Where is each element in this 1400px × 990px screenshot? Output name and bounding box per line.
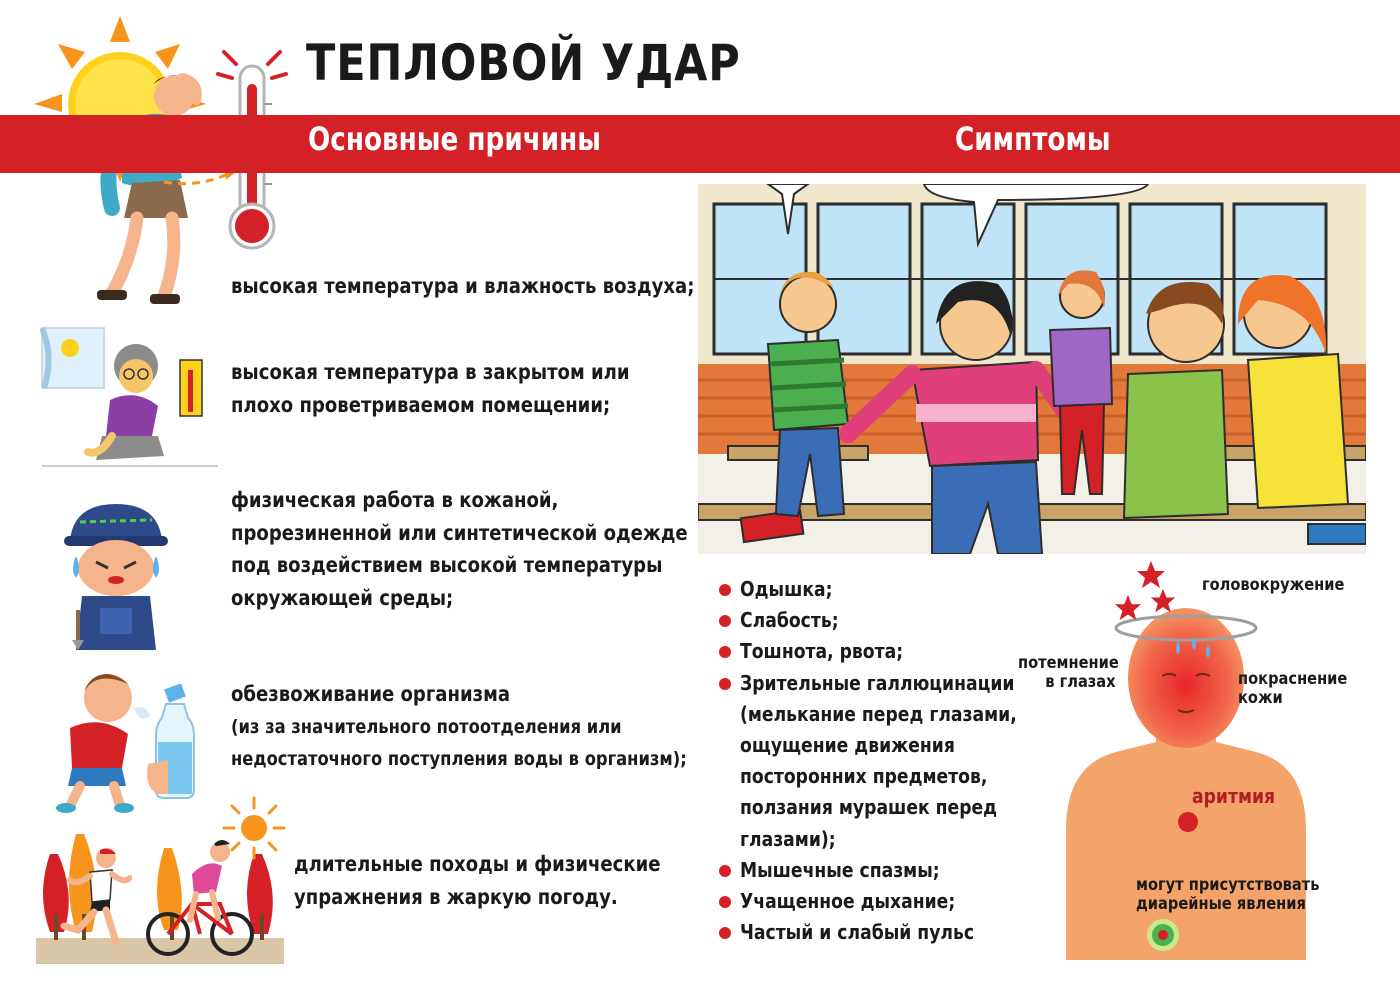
- bullet-icon: [719, 584, 731, 596]
- red-band: [0, 115, 1400, 173]
- elderly-person-icon: [40, 326, 220, 472]
- cause-item-5: длительные походы и физические упражнения в жаркую погоду.: [294, 852, 661, 909]
- symptom-item-continued: ползания мурашек перед: [740, 795, 998, 820]
- bullet-icon: [719, 896, 731, 908]
- star-icon: [1114, 594, 1142, 622]
- bullet-icon: [719, 615, 731, 627]
- label-redness: покраснение кожи: [1238, 669, 1348, 708]
- symptom-item: Мышечные спазмы;: [716, 855, 1062, 886]
- symptom-item: Зрительные галлюцинации: [716, 668, 1062, 699]
- bullet-icon: [719, 927, 731, 939]
- classroom-illustration: [698, 184, 1366, 554]
- label-darkening: потемнение в глазах: [1018, 653, 1119, 692]
- stomach-dot-icon: [1146, 918, 1180, 952]
- cause-item-4: обезвоживание организма (из за значительного потоотделения или недостаточного поступления воды в организм);: [231, 682, 687, 770]
- page-title: ТЕПЛОВОЙ УДАР: [306, 34, 741, 92]
- symptom-item: Частый и слабый пульс: [716, 917, 1062, 948]
- symptoms-heading: Симптомы: [955, 120, 1111, 158]
- bullet-icon: [719, 646, 731, 658]
- symptom-item-continued: посторонних предметов,: [740, 764, 988, 789]
- heart-dot-icon: [1176, 810, 1200, 834]
- bullet-icon: [719, 865, 731, 877]
- star-icon: [1150, 588, 1176, 614]
- worker-helmet-icon: [60, 500, 172, 650]
- label-arrhythmia: аритмия: [1192, 784, 1276, 808]
- running-person-icon: [60, 846, 132, 946]
- symptom-item: Тошнота, рвота;: [716, 636, 1062, 667]
- symptom-item: Слабость;: [716, 605, 1062, 636]
- small-sun-icon: [222, 796, 286, 860]
- symptom-item: Одышка;: [716, 574, 1062, 605]
- water-bottle-icon: [146, 684, 204, 802]
- symptom-item-continued: (мелькание перед глазами,: [740, 701, 1017, 726]
- symptom-list: [716, 574, 1062, 948]
- cause-item-2: высокая температура в закрытом или плохо проветриваемом помещении;: [231, 360, 630, 417]
- symptom-item-continued: ощущение движения: [740, 733, 955, 758]
- cause-item-3: физическая работа в кожаной, прорезиненной или синтетической одежде под воздействием высокой температуры окружающей среды;: [231, 488, 688, 610]
- bullet-icon: [719, 678, 731, 690]
- causes-heading: Основные причины: [308, 120, 601, 158]
- star-icon: [1136, 560, 1166, 590]
- label-diarrhea: могут присутствовать диарейные явления: [1136, 875, 1320, 914]
- symptom-item-continued: глазами);: [740, 826, 836, 851]
- symptom-item: Учащенное дыхание;: [716, 886, 1062, 917]
- label-dizziness: головокружение: [1202, 575, 1345, 595]
- cause-item-1: высокая температура и влажность воздуха;: [231, 274, 695, 298]
